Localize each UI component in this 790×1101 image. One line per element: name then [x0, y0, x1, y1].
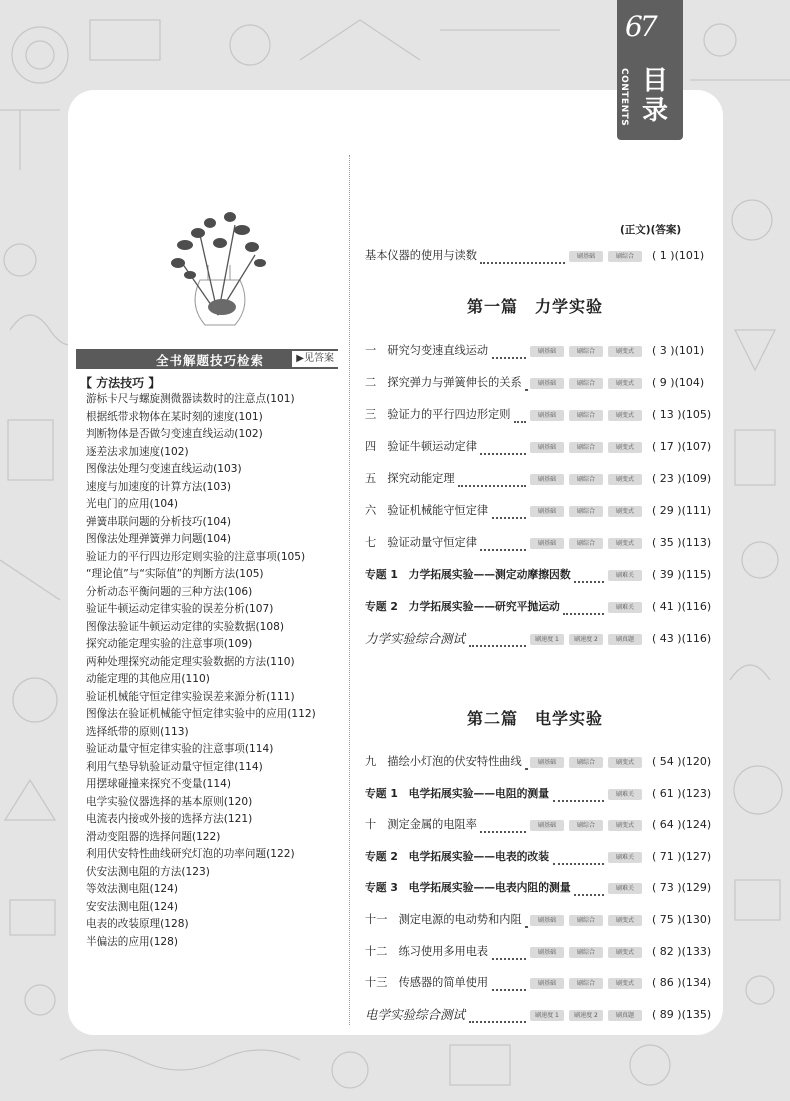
method-item: 半偏法的应用(128)	[86, 935, 179, 948]
practice-tag: 刷基础	[530, 947, 564, 958]
practice-tag: 刷难关	[608, 789, 642, 800]
practice-tag: 刷基础	[530, 378, 564, 389]
practice-tag: 刷变式	[608, 410, 642, 421]
method-item: 图像法处理匀变速直线运动(103)	[86, 463, 242, 475]
method-item: 等效法测电阻(124)	[86, 883, 179, 895]
practice-tag: 刷速度 2	[569, 634, 603, 645]
toc-row-title: 十三 传感器的简单使用	[365, 976, 489, 990]
practice-tag: 刷真题	[608, 634, 642, 645]
toc-row-title: 九 描绘小灯泡的伏安特性曲线	[365, 755, 522, 768]
practice-tag: 刷综合	[608, 251, 642, 262]
toc-row[interactable]	[365, 503, 715, 521]
practice-tag: 刷综合	[569, 947, 603, 958]
practice-tag: 刷变式	[608, 346, 642, 357]
practice-tag: 刷变式	[608, 978, 642, 989]
practice-tag: 刷综合	[569, 378, 603, 389]
toc-page-numbers: ( 39 )(115)	[652, 568, 712, 581]
practice-tag: 刷变式	[608, 757, 642, 768]
practice-tag: 刷综合	[569, 346, 603, 357]
toc-row-title: 七 验证动量守恒定律	[365, 536, 477, 549]
toc-leader-dots	[469, 1007, 526, 1023]
toc-leader-dots	[574, 567, 604, 583]
part-title: 第二篇 电学实验	[466, 709, 603, 728]
toc-leader-dots	[492, 343, 526, 359]
method-item: 用摆球碰撞来探究不变量(114)	[86, 778, 232, 790]
method-list	[86, 391, 316, 951]
toc-leader-dots	[480, 535, 526, 551]
toc-row[interactable]	[365, 439, 715, 457]
practice-tag: 刷基础	[530, 915, 564, 926]
practice-tag: 刷变式	[608, 506, 642, 517]
method-item: 验证动量守恒定律实验的注意事项(114)	[86, 743, 274, 755]
method-item: 弹簧串联问题的分析技巧(104)	[86, 515, 232, 528]
toc-leader-dots	[563, 599, 604, 615]
practice-tag: 刷速度 1	[530, 1010, 564, 1021]
practice-tag: 刷基础	[530, 820, 564, 831]
toc-page-numbers: ( 89 )(135)	[652, 1007, 712, 1021]
toc-row-title: 专题 1 电学拓展实验——电阻的测量	[365, 786, 550, 800]
toc-page-numbers: ( 17 )(107)	[652, 440, 712, 453]
toc-row[interactable]	[365, 944, 715, 962]
toc-row[interactable]	[365, 912, 715, 930]
toc-leader-dots	[492, 944, 526, 960]
practice-tag: 刷基础	[530, 410, 564, 421]
practice-tag: 刷速度 1	[530, 634, 564, 645]
column-divider	[349, 155, 350, 1025]
practice-tag: 刷变式	[608, 820, 642, 831]
method-item: 两种处理探究动能定理实验数据的方法(110)	[86, 655, 295, 668]
practice-tag: 刷综合	[569, 506, 603, 517]
toc-row[interactable]	[365, 1007, 715, 1025]
practice-tag: 刷基础	[530, 757, 564, 768]
practice-tag: 刷难关	[608, 570, 642, 581]
toc-page-numbers: ( 64 )(124)	[652, 818, 712, 832]
toc-leader-dots	[480, 439, 526, 455]
practice-tag: 刷真题	[608, 1010, 642, 1021]
practice-tag: 刷综合	[569, 538, 603, 549]
method-item: 动能定理的其他应用(110)	[86, 673, 210, 685]
toc-page-numbers: ( 29 )(111)	[652, 504, 712, 517]
practice-tag: 刷变式	[608, 538, 642, 549]
method-item: “理论值”与“实际值”的判断方法(105)	[86, 568, 264, 580]
practice-tag: 刷基础	[530, 978, 564, 989]
practice-tag: 刷综合	[569, 410, 603, 421]
practice-tag: 刷难关	[608, 852, 642, 863]
toc-row-title: 六 验证机械能守恒定律	[365, 504, 489, 517]
toc-leader-dots	[553, 849, 604, 865]
practice-tag: 刷速度 2	[569, 1010, 603, 1021]
page-title: 目录	[641, 66, 668, 126]
method-item: 判断物体是否做匀变速直线运动(102)	[86, 428, 263, 440]
practice-tag: 刷基础	[530, 474, 564, 485]
toc-row-title: 四 验证牛顿运动定律	[365, 440, 477, 453]
toc-page-numbers: ( 1 )(101)	[652, 249, 705, 262]
method-item: 分析动态平衡问题的三种方法(106)	[86, 585, 253, 598]
toc-leader-dots	[514, 407, 526, 423]
toc-row[interactable]	[365, 975, 715, 993]
toc-leader-dots	[574, 880, 604, 896]
toc-page-numbers: ( 61 )(123)	[652, 786, 712, 800]
toc-page-numbers: ( 13 )(105)	[652, 408, 712, 421]
toc-row-title: 五 探究动能定理	[365, 472, 455, 485]
method-item: 速度与加速度的计算方法(103)	[86, 480, 232, 493]
toc-page-numbers: ( 35 )(113)	[652, 536, 712, 549]
toc-leader-dots	[525, 375, 526, 391]
method-item: 安安法测电阻(124)	[86, 900, 179, 913]
method-item: 选择纸带的原则(113)	[86, 725, 189, 738]
practice-tag: 刷综合	[569, 474, 603, 485]
practice-tag: 刷变式	[608, 378, 642, 389]
page-number: 67	[625, 10, 655, 43]
toc-row-title: 力学实验综合测试	[365, 631, 466, 646]
practice-tag: 刷基础	[569, 251, 603, 262]
toc-row-title: 专题 3 电学拓展实验——电表内阻的测量	[365, 881, 571, 895]
toc-row-title: 十一 测定电源的电动势和内阻	[365, 913, 522, 926]
toc-page-numbers: ( 43 )(116)	[652, 632, 712, 645]
toc-leader-dots	[480, 248, 565, 264]
toc-row-title: 专题 1 力学拓展实验——测定动摩擦因数	[365, 568, 571, 581]
toc-leader-dots	[458, 471, 526, 487]
toc-row[interactable]	[365, 567, 715, 585]
toc-page-numbers: ( 54 )(120)	[652, 755, 712, 768]
method-item: 电学实验仪器选择的基本原则(120)	[86, 795, 253, 808]
method-item: 伏安法测电阻的方法(123)	[86, 865, 210, 878]
toc-row-title: 一 研究匀变速直线运动	[365, 344, 489, 357]
practice-tag: 刷综合	[569, 978, 603, 989]
toc-page-numbers: ( 3 )(101)	[652, 344, 705, 357]
toc-row[interactable]	[365, 817, 715, 835]
method-item: 游标卡尺与螺旋测微器读数时的注意点(101)	[86, 393, 295, 405]
toc-leader-dots	[469, 631, 526, 647]
toc-row[interactable]	[365, 407, 715, 425]
toc-row[interactable]	[365, 375, 715, 393]
toc-leader-dots	[525, 912, 526, 928]
method-item: 验证机械能守恒定律实验误差来源分析(111)	[86, 690, 295, 703]
toc-row[interactable]	[365, 599, 715, 617]
practice-tag: 刷基础	[530, 538, 564, 549]
part-title: 第一篇 力学实验	[466, 297, 603, 316]
practice-tag: 刷变式	[608, 915, 642, 926]
toc-row[interactable]	[365, 880, 715, 898]
toc-page-numbers: ( 73 )(129)	[652, 881, 712, 895]
toc-row[interactable]	[365, 631, 715, 649]
toc-row-title: 专题 2 电学拓展实验——电表的改装	[365, 849, 550, 863]
toc-leader-dots	[492, 503, 526, 519]
practice-tag: 刷综合	[569, 442, 603, 453]
toc-row-title: 十 测定金属的电阻率	[365, 818, 477, 832]
toc-leader-dots	[525, 754, 526, 770]
toc-row[interactable]	[365, 343, 715, 361]
method-index-bar	[76, 349, 338, 369]
method-index-title: 全书解题技巧检索	[156, 353, 265, 368]
toc-row[interactable]	[365, 248, 715, 266]
method-item: 根据纸带求物体在某时刻的速度(101)	[86, 410, 263, 423]
toc-page-numbers: ( 82 )(133)	[652, 944, 712, 958]
toc-page-numbers: ( 86 )(134)	[652, 976, 712, 990]
practice-tag: 刷综合	[569, 757, 603, 768]
practice-tag: 刷难关	[608, 883, 642, 894]
toc-row-title: 电学实验综合测试	[365, 1006, 466, 1022]
toc-page-numbers: ( 71 )(127)	[652, 849, 712, 863]
practice-tag: 刷综合	[569, 820, 603, 831]
toc-row-title: 二 探究弹力与弹簧伸长的关系	[365, 376, 522, 389]
method-item: 光电门的应用(104)	[86, 498, 179, 510]
practice-tag: 刷难关	[608, 602, 642, 613]
practice-tag: 刷基础	[530, 506, 564, 517]
method-item: 图像法在验证机械能守恒定律实验中的应用(112)	[86, 708, 316, 720]
contents-label: CONTENTS	[619, 68, 629, 127]
toc-row-title: 三 验证力的平行四边形定则	[365, 408, 511, 421]
practice-tag: 刷基础	[530, 346, 564, 357]
toc-row-title: 基本仪器的使用与读数	[365, 249, 477, 262]
toc-page-numbers: ( 75 )(130)	[652, 913, 712, 926]
contents-header-tab	[617, 0, 683, 140]
practice-tag: 刷变式	[608, 442, 642, 453]
toc-page-numbers: ( 9 )(104)	[652, 376, 705, 389]
practice-tag: 刷基础	[530, 442, 564, 453]
practice-tag: 刷变式	[608, 474, 642, 485]
method-index-ref: ▶见答案	[292, 351, 338, 367]
method-item: 逐差法求加速度(102)	[86, 445, 189, 458]
toc-row-title: 专题 2 力学拓展实验——研究平抛运动	[365, 600, 560, 613]
method-item: 图像法验证牛顿运动定律的实验数据(108)	[86, 620, 284, 633]
method-item: 利用气垫导轨验证动量守恒定律(114)	[86, 760, 263, 773]
method-item: 利用伏安特性曲线研究灯泡的功率问题(122)	[86, 848, 295, 860]
method-section-head: 【 方法技巧 】	[80, 376, 161, 390]
method-item: 验证牛顿运动定律实验的误差分析(107)	[86, 603, 274, 615]
method-item: 电流表内接或外接的选择方法(121)	[86, 813, 253, 825]
method-item: 图像法处理弹簧弹力问题(104)	[86, 533, 232, 545]
practice-tag: 刷变式	[608, 947, 642, 958]
toc-page-numbers: ( 23 )(109)	[652, 472, 712, 485]
method-item: 验证力的平行四边形定则实验的注意事项(105)	[86, 550, 306, 563]
toc-row-title: 十二 练习使用多用电表	[365, 944, 489, 958]
toc-page-numbers: ( 41 )(116)	[652, 600, 712, 613]
method-item: 滑动变阻器的选择问题(122)	[86, 830, 221, 843]
method-item: 探究动能定理实验的注意事项(109)	[86, 638, 253, 650]
toc-row[interactable]	[365, 786, 715, 804]
toc-column-headers: (正文)(答案)	[620, 224, 682, 236]
toc-row[interactable]	[365, 471, 715, 489]
toc-row[interactable]	[365, 754, 715, 772]
toc-row[interactable]	[365, 849, 715, 867]
toc-leader-dots	[553, 786, 604, 802]
toc-leader-dots	[492, 975, 526, 991]
practice-tag: 刷综合	[569, 915, 603, 926]
toc-row[interactable]	[365, 535, 715, 553]
toc-leader-dots	[480, 817, 526, 833]
method-item: 电表的改装原理(128)	[86, 918, 189, 930]
plant-vase-illustration	[160, 205, 270, 335]
